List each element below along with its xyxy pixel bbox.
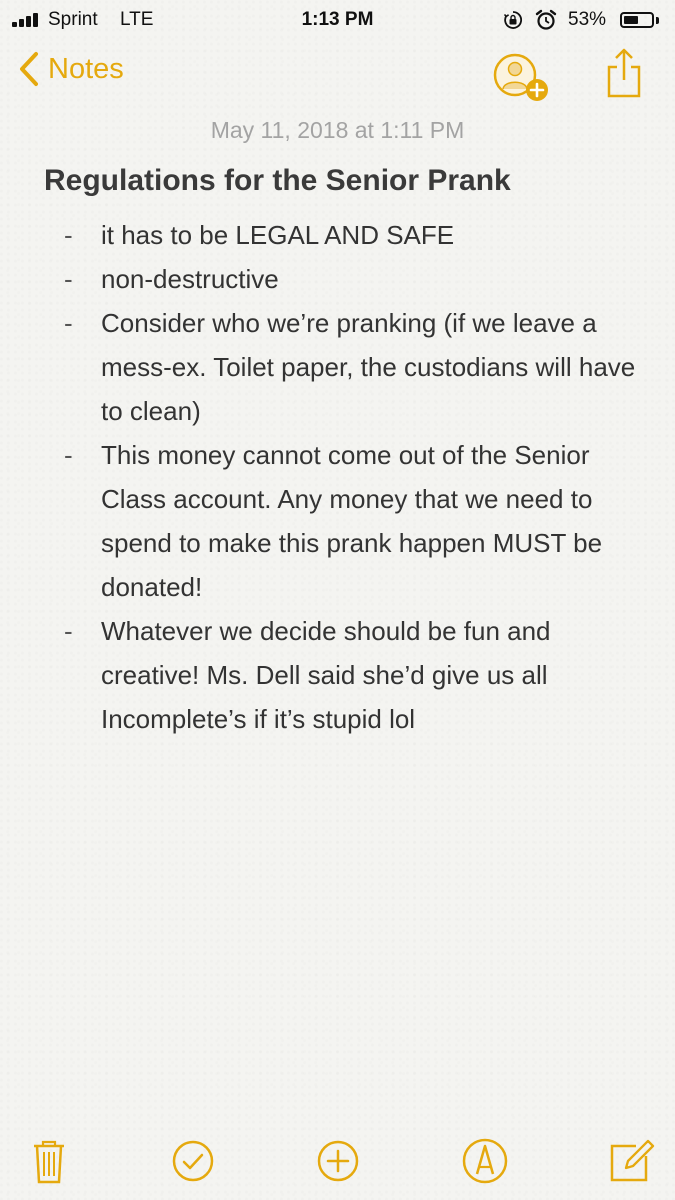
add-icon[interactable] [313,1136,363,1186]
status-time: 1:13 PM [301,9,374,30]
list-item[interactable] [0,257,675,301]
list-item-text: Whatever we decide should be fun and creative! Ms. Dell said she’d give us all Incomplete’s if it’s stupid lol [101,616,551,734]
alarm-icon [535,9,557,31]
list-item[interactable] [0,609,675,741]
list-dash: - [64,264,73,294]
list-dash: - [64,440,73,470]
list-item-text: This money cannot come out of the Senior Class account. Any money that we need to spend to make this prank happen MUST be donated! [101,440,603,602]
network-type: LTE [120,9,154,30]
list-item-text: Consider who we’re pranking (if we leave a mess-ex. Toilet paper, the custodians will have to clean) [101,308,636,426]
list-item[interactable] [0,213,675,257]
list-item[interactable] [0,433,675,609]
status-bar [0,0,675,40]
note-list[interactable] [0,213,675,741]
trash-icon[interactable] [24,1136,74,1186]
chevron-left-icon [18,51,40,87]
markup-icon[interactable] [460,1136,510,1186]
list-dash: - [64,308,73,338]
list-item-text: it has to be LEGAL AND SAFE [101,220,455,250]
battery-level [624,16,638,24]
list-dash: - [64,616,73,646]
add-people-icon[interactable] [493,52,553,102]
note-title[interactable]: Regulations for the Senior Prank [44,164,511,197]
share-icon[interactable] [604,47,644,99]
note-date: May 11, 2018 at 1:11 PM [210,117,465,143]
list-dash: - [64,220,73,250]
compose-icon[interactable] [606,1136,656,1186]
back-button-label: Notes [48,52,124,85]
battery-tip [656,17,659,24]
back-button[interactable] [18,51,124,87]
list-item-text: non-destructive [101,264,279,294]
battery-icon [620,12,654,28]
navigation-bar [0,45,675,105]
battery-percent: 53% [568,9,607,30]
bottom-toolbar [0,1130,675,1200]
rotation-lock-icon [503,10,523,30]
list-item[interactable] [0,301,675,433]
carrier-name: Sprint [48,9,98,30]
checklist-icon[interactable] [168,1136,218,1186]
